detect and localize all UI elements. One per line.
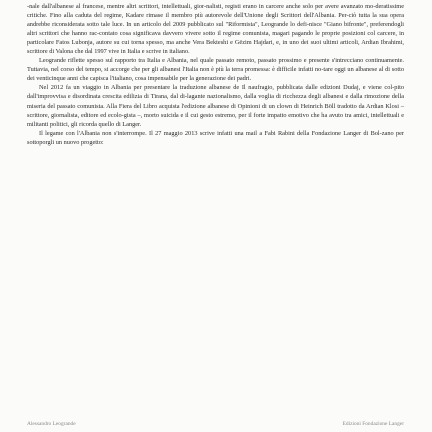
paragraph-1: -nale dall'albanese al francese, mentre altri scrittori, intellettuali, gior-nalisti, registi erano in carcere anche solo per avere avanzato mo-deratissime critiche. Fino alla caduta del regime, Kadare rimase il membro più autorevole dell'Unione degli Scrittori dell'Albania. Per-ciò tutta la sua opera andrebbe riconsiderata sotto tale luce. In un articolo del 2009 pubblicato sul "Riformista", Leogrande lo defi-nisce "Giano bifronte", preferendogli altri scrittori che hanno rac-contato cosa significava davvero vivere sotto il regime comunista, magari pagando le proprie posizioni col carcere, in particolare Fatos Lubonja, autore su cui torna spesso, ma anche Vera Bekteshi e Gëzim Hajdari, e, in uno dei suoi ultimi articoli, Ardian Ibrahimi, scrittore di Valona che dal 1997 vive in Italia e scrive in italiano. [27,3,404,56]
article-body [27,2,404,147]
paragraph-4: Il legame con l'Albania non s'interrompe. Il 27 maggio 2013 scrive infatti una mail a Fabi Rabini della Fondazione Langer di Bol-zano per sottoporgli un nuovo progetto: [27,129,404,146]
paragraph-2: Leogrande riflette spesso sul rapporto tra Italia e Albania, nel quale passato remoto, passato prossimo e presente s'intrecciano continuamente. Tuttavia, nel corso del tempo, si accorge che per gli albanesi l'Italia non è più la terra promessa: è difficile infatti no-tare oggi un albanese al di sotto dei venticinque anni che capisca l'italiano, cosa impensabile per la generazione dei padri. [27,57,404,83]
footer-left-text: Alessandro Leogrande [27,421,76,427]
paragraph-3: Nel 2012 fa un viaggio in Albania per presentare la traduzione albanese de Il naufragio, pubblicata dalle edizioni Dudaj, e viene col-pito dall'improvvisa e disordinata crescita edilizia di Tirana, dal di-lagante nazionalismo, dalla voglia di ricchezza degli albanesi e dalla rimozione della miseria del passato comunista. Alla Fiera del Libro acquista l'edizione albanese di Opinioni di un clown di Heinrich Böll tradotto da Ardian Klosi – scrittore, giornalista, editore ed ecolo-gista –, morto suicida e il cui gesto estremo, per il forte impatto emotivo che ha avuto tra amici, intellettuali e militanti politici, gli ricorda quello di Langer. [27,84,404,128]
page-footer [27,419,404,429]
footer-right-text: Edizioni Fondazione Langer [342,421,404,427]
